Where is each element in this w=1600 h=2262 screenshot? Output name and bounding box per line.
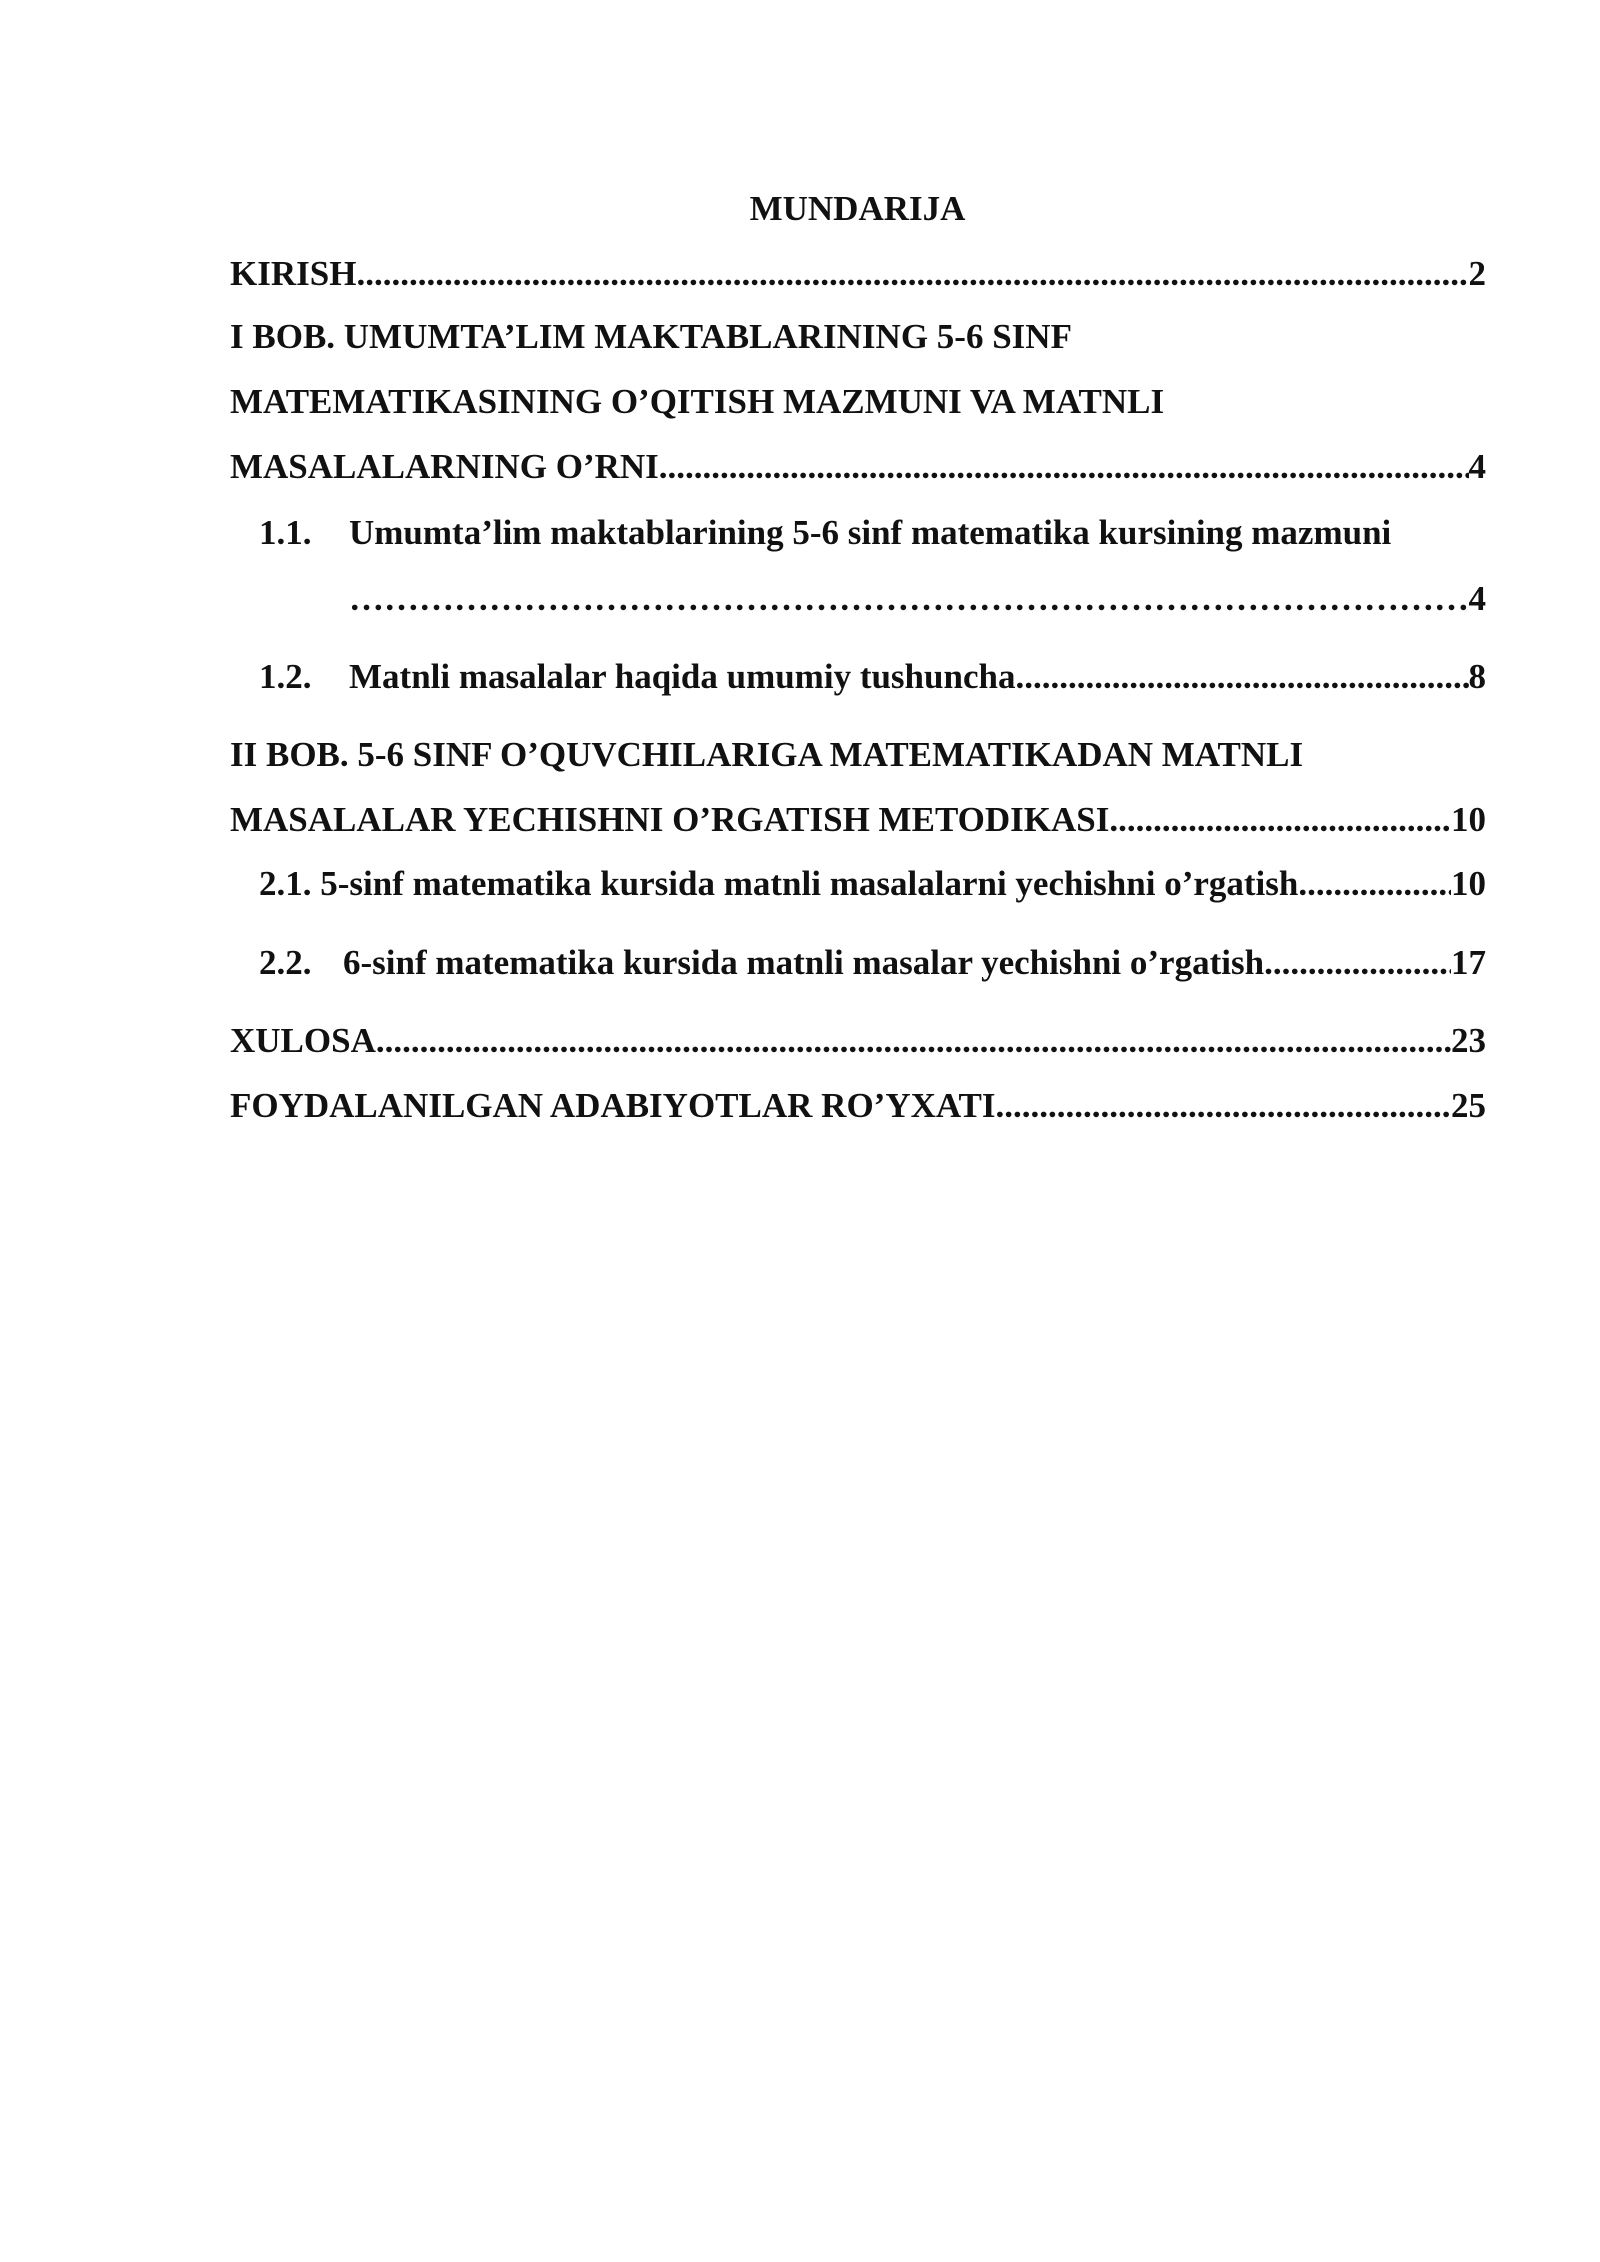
toc-page-number: 4 — [1468, 447, 1486, 486]
toc-leader-dots — [996, 1083, 1451, 1129]
toc-entry-section-2-2[interactable] — [259, 940, 1486, 986]
toc-page-number: 8 — [1468, 657, 1486, 696]
toc-entry-label: MASALALAR YECHISHNI O’RGATISH METODIKASI — [230, 800, 1110, 839]
toc-page-number: 4 — [1468, 579, 1486, 618]
toc-entry-kirish[interactable] — [230, 251, 1486, 297]
toc-entry-label: FOYDALANILGAN ADABIYOTLAR RO’YXATI — [230, 1086, 996, 1125]
toc-leader-dots — [659, 444, 1469, 490]
toc-page-number: 2 — [1468, 254, 1486, 293]
toc-entry-label: MASALALARNING O’RNI — [230, 447, 659, 486]
toc-section-number: 2.2. — [259, 943, 312, 982]
toc-entry-label: 6-sinf matematika kursida matnli masalar yechishni o’rgatish — [343, 943, 1265, 982]
toc-entry-section-1-1-leader[interactable] — [349, 576, 1486, 622]
toc-page-number: 10 — [1451, 800, 1486, 839]
toc-page-number: 25 — [1451, 1086, 1486, 1125]
toc-chapter1-line2[interactable]: MATEMATIKASINING O’QITISH MAZMUNI VA MATNLI — [230, 382, 1165, 421]
toc-page-number: 23 — [1451, 1021, 1486, 1060]
toc-entry-label: KIRISH — [230, 254, 357, 293]
toc-chapter1-line1[interactable]: I BOB. UMUMTA’LIM MAKTABLARINING 5-6 SINF — [230, 317, 1072, 356]
toc-entry-section-1-1[interactable] — [259, 510, 1391, 556]
toc-leader-dots — [1015, 654, 1468, 700]
toc-entry-chapter1[interactable] — [230, 444, 1486, 490]
toc-chapter2-line1[interactable]: II BOB. 5-6 SINF O’QUVCHILARIGA MATEMATIKADAN MATNLI — [230, 735, 1304, 774]
toc-entry-adabiyotlar[interactable] — [230, 1083, 1486, 1129]
toc-leader-dots — [376, 1018, 1451, 1064]
toc-leader-dots — [1298, 861, 1451, 907]
toc-page-number: 17 — [1451, 943, 1486, 982]
toc-title: MUNDARIJA — [749, 189, 966, 228]
toc-entry-label: Umumta’lim maktablarining 5-6 sinf matematika kursining mazmuni — [349, 513, 1392, 552]
toc-leader-dots — [1109, 797, 1451, 843]
toc-entry-label: 2.1. 5-sinf matematika kursida matnli masalalarni yechishni o’rgatish — [259, 864, 1299, 903]
toc-entry-xulosa[interactable] — [230, 1018, 1486, 1064]
toc-section-number: 1.1. — [259, 513, 312, 552]
toc-section-number: 1.2. — [259, 657, 312, 696]
toc-entry-label: Matnli masalalar haqida umumiy tushuncha — [349, 657, 1016, 696]
toc-leader-dots — [349, 576, 1469, 622]
toc-page-number: 10 — [1451, 864, 1486, 903]
toc-entry-section-1-2[interactable] — [259, 654, 1486, 700]
toc-entry-label: XULOSA — [230, 1021, 376, 1060]
toc-entry-chapter2[interactable] — [230, 797, 1486, 843]
toc-leader-dots — [1264, 940, 1451, 986]
toc-entry-section-2-1[interactable] — [259, 861, 1486, 907]
toc-leader-dots — [356, 251, 1468, 297]
